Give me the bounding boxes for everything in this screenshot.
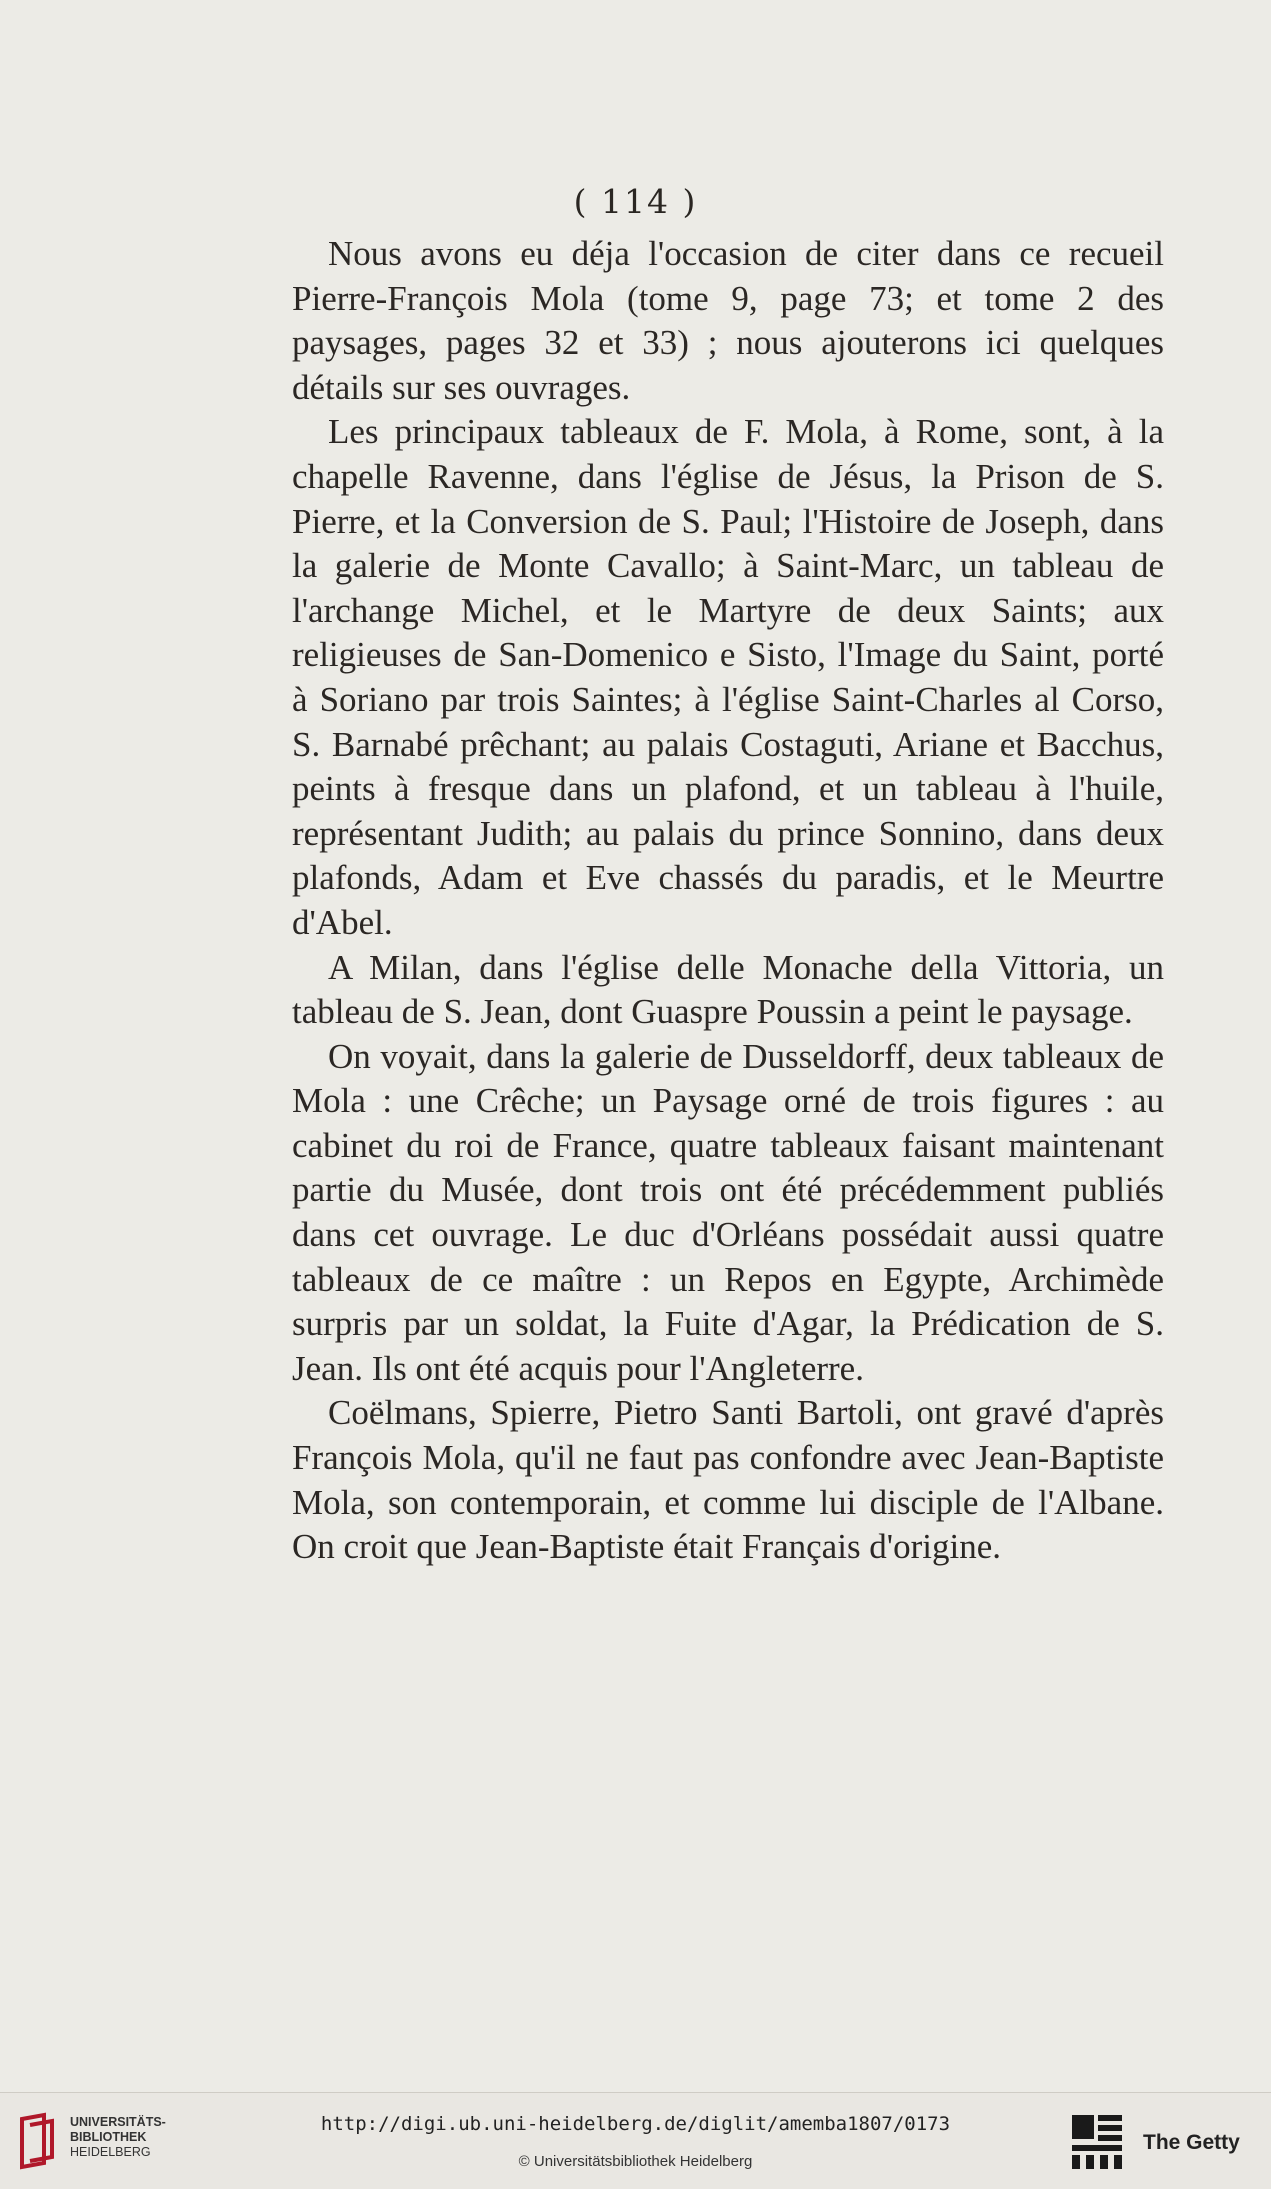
document-url-link[interactable]: http://digi.ub.uni-heidelberg.de/diglit/amemba1807/0173 bbox=[320, 2113, 951, 2135]
paragraph-5: Coëlmans, Spierre, Pietro Santi Bartoli, ont gravé d'après François Mola, qu'il ne faut pas confondre avec Jean-Baptiste Mola, son contemporain, et comme lui disciple de l'Albane. On croit que Jean-Baptiste était Français d'origine. bbox=[292, 1393, 1164, 1567]
body-text bbox=[292, 232, 1164, 1570]
paragraph-3: A Milan, dans l'église delle Monache della Vittoria, un tableau de S. Jean, dont Guaspre Poussin a peint le paysage. bbox=[292, 947, 1164, 1032]
page-number: ( 114 ) bbox=[573, 182, 698, 221]
partner-name: The Getty bbox=[1143, 2131, 1240, 2154]
copyright-notice: © Universitätsbibliothek Heidelberg bbox=[518, 2153, 753, 2170]
paragraph-1: Nous avons eu déja l'occasion de citer dans ce recueil Pierre-François Mola (tome 9, page 73; et tome 2 des paysages, pages 32 et 33) ; nous ajouterons ici quelques détails sur ses ouvrages. bbox=[292, 234, 1164, 407]
getty-logo-icon bbox=[1070, 2113, 1124, 2171]
footer-bar bbox=[0, 2092, 1271, 2189]
institution-line-3: HEIDELBERG bbox=[70, 2145, 151, 2159]
institution-line-2: BIBLIOTHEK bbox=[70, 2130, 147, 2144]
paragraph-2: Les principaux tableaux de F. Mola, à Rome, sont, à la chapelle Ravenne, dans l'église de Jésus, la Prison de S. Pierre, et la Conversion de S. Paul; l'Histoire de Joseph, dans la galerie de Monte Cavallo; à Saint-Marc, un tableau de l'archange Michel, et le Martyre de deux Saints; aux religieuses de San-Domenico e Sisto, l'Image du Saint, porté à Soriano par trois Saintes; à l'église Saint-Charles al Corso, S. Barnabé prêchant; au palais Costaguti, Ariane et Bacchus, peints à fresque dans un plafond, et un tableau à l'huile, représentant Judith; au palais du prince Sonnino, dans deux plafonds, Adam et Eve chassés du paradis, et le Meurtre d'Abel. bbox=[292, 412, 1164, 942]
paragraph-4: On voyait, dans la galerie de Dusseldorff, deux tableaux de Mola : une Crêche; un Paysage orné de trois figures : au cabinet du roi de France, quatre tableaux faisant maintenant partie du Musée, dont trois ont été précédemment publiés dans cet ouvrage. Le duc d'Orléans possédait aussi quatre tableaux de ce maître : un Repos en Egypte, Archimède surpris par un soldat, la Fuite d'Agar, la Prédication de S. Jean. Ils ont été acquis pour l'Angleterre. bbox=[292, 1036, 1164, 1388]
institution-line-1: UNIVERSITÄTS- bbox=[70, 2115, 166, 2129]
